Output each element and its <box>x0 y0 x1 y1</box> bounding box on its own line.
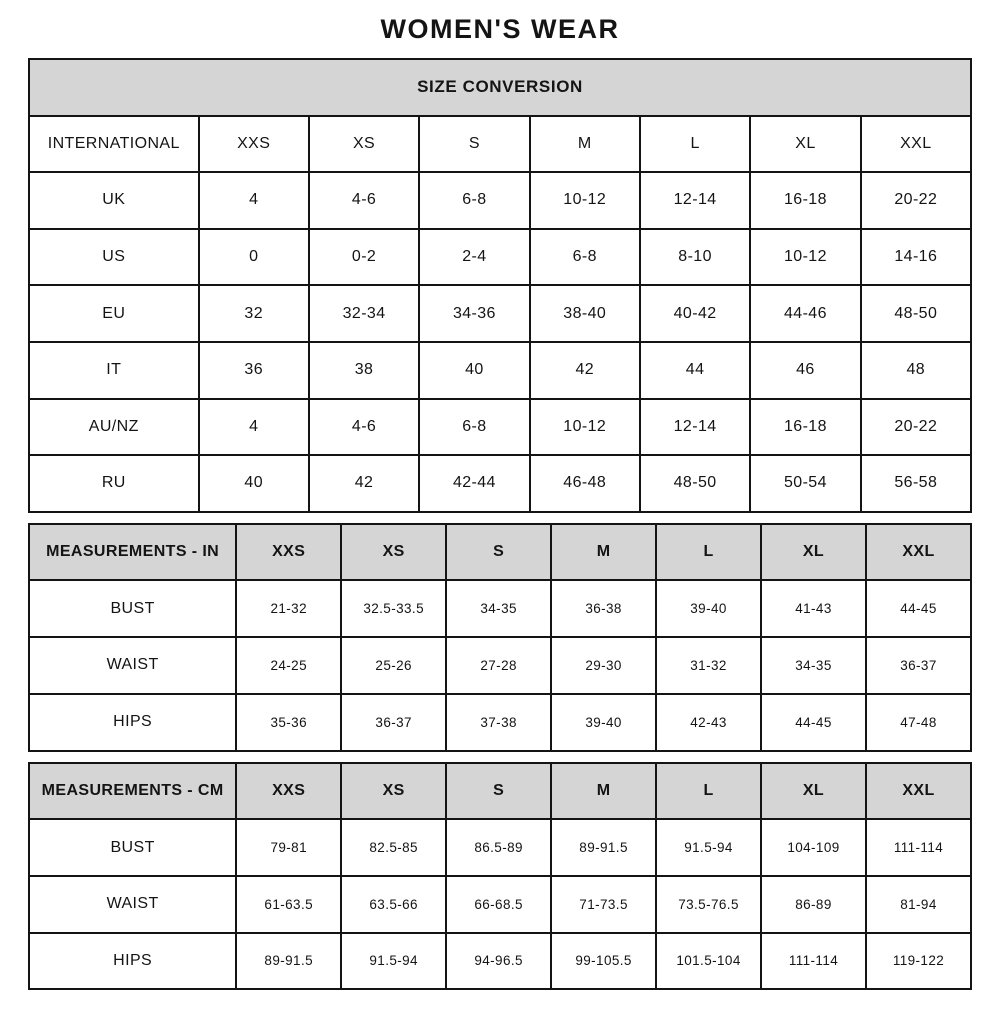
size-cell: 38 <box>309 342 419 399</box>
column-header-s: S <box>419 116 529 173</box>
table-row-waist-in <box>29 637 971 694</box>
size-cell: 16-18 <box>750 172 860 229</box>
size-cell: 4-6 <box>309 399 419 456</box>
table-row-bust-in <box>29 580 971 637</box>
measurement-cell: 39-40 <box>656 580 761 637</box>
table-row-uk <box>29 172 971 229</box>
column-header-m: M <box>530 116 640 173</box>
page-title: WOMEN'S WEAR <box>380 14 620 44</box>
size-cell: 10-12 <box>530 172 640 229</box>
column-header-international: INTERNATIONAL <box>29 116 199 173</box>
measurement-cell: 36-37 <box>341 694 446 751</box>
measurement-cell: 99-105.5 <box>551 933 656 990</box>
column-header-s: S <box>446 524 551 581</box>
column-header-xs: XS <box>309 116 419 173</box>
measurement-cell: 86.5-89 <box>446 819 551 876</box>
measurement-cell: 42-43 <box>656 694 761 751</box>
size-cell: 32 <box>199 285 309 342</box>
size-cell: 40 <box>419 342 529 399</box>
size-conversion-title-row <box>29 59 971 116</box>
measurement-cell: 111-114 <box>866 819 971 876</box>
measurements-in-header-row <box>29 524 971 581</box>
row-label-waist: WAIST <box>29 876 236 933</box>
size-cell: 50-54 <box>750 455 860 512</box>
measurements-cm-title: MEASUREMENTS - CM <box>29 763 236 820</box>
size-cell: 36 <box>199 342 309 399</box>
size-cell: 4-6 <box>309 172 419 229</box>
table-row-ru <box>29 455 971 512</box>
measurement-cell: 34-35 <box>761 637 866 694</box>
size-cell: 42 <box>309 455 419 512</box>
measurement-cell: 104-109 <box>761 819 866 876</box>
size-cell: 44-46 <box>750 285 860 342</box>
measurement-cell: 36-38 <box>551 580 656 637</box>
size-cell: 46 <box>750 342 860 399</box>
row-label-bust: BUST <box>29 580 236 637</box>
size-cell: 44 <box>640 342 750 399</box>
measurement-cell: 101.5-104 <box>656 933 761 990</box>
size-cell: 14-16 <box>861 229 971 286</box>
measurement-cell: 32.5-33.5 <box>341 580 446 637</box>
row-label-hips: HIPS <box>29 933 236 990</box>
measurement-cell: 47-48 <box>866 694 971 751</box>
size-cell: 6-8 <box>419 399 529 456</box>
measurement-cell: 44-45 <box>761 694 866 751</box>
size-cell: 0-2 <box>309 229 419 286</box>
measurement-cell: 94-96.5 <box>446 933 551 990</box>
measurement-cell: 91.5-94 <box>341 933 446 990</box>
measurement-cell: 63.5-66 <box>341 876 446 933</box>
measurements-cm-header-row <box>29 763 971 820</box>
measurement-cell: 61-63.5 <box>236 876 341 933</box>
size-cell: 12-14 <box>640 172 750 229</box>
table-row-aunz <box>29 399 971 456</box>
measurement-cell: 81-94 <box>866 876 971 933</box>
size-cell: 4 <box>199 399 309 456</box>
table-row-it <box>29 342 971 399</box>
row-label-hips: HIPS <box>29 694 236 751</box>
row-label-eu: EU <box>29 285 199 342</box>
row-label-us: US <box>29 229 199 286</box>
size-conversion-table <box>28 58 972 513</box>
measurement-cell: 27-28 <box>446 637 551 694</box>
table-row-hips-cm <box>29 933 971 990</box>
row-label-bust: BUST <box>29 819 236 876</box>
column-header-xxl: XXL <box>861 116 971 173</box>
column-header-l: L <box>656 763 761 820</box>
size-cell: 56-58 <box>861 455 971 512</box>
measurement-cell: 86-89 <box>761 876 866 933</box>
row-label-it: IT <box>29 342 199 399</box>
measurement-cell: 36-37 <box>866 637 971 694</box>
size-cell: 4 <box>199 172 309 229</box>
size-cell: 48 <box>861 342 971 399</box>
row-label-aunz: AU/NZ <box>29 399 199 456</box>
size-conversion-header-row <box>29 116 971 173</box>
measurements-in-title: MEASUREMENTS - IN <box>29 524 236 581</box>
measurements-cm-table <box>28 762 972 991</box>
measurement-cell: 24-25 <box>236 637 341 694</box>
size-cell: 42-44 <box>419 455 529 512</box>
column-header-xl: XL <box>761 763 866 820</box>
measurement-cell: 91.5-94 <box>656 819 761 876</box>
table-row-bust-cm <box>29 819 971 876</box>
size-cell: 10-12 <box>750 229 860 286</box>
table-row-us <box>29 229 971 286</box>
column-header-xxl: XXL <box>866 524 971 581</box>
size-cell: 16-18 <box>750 399 860 456</box>
size-cell: 46-48 <box>530 455 640 512</box>
size-cell: 32-34 <box>309 285 419 342</box>
size-cell: 8-10 <box>640 229 750 286</box>
measurement-cell: 39-40 <box>551 694 656 751</box>
column-header-xxl: XXL <box>866 763 971 820</box>
size-chart-page <box>0 14 1000 1014</box>
table-row-hips-in <box>29 694 971 751</box>
size-cell: 20-22 <box>861 399 971 456</box>
measurement-cell: 82.5-85 <box>341 819 446 876</box>
size-cell: 2-4 <box>419 229 529 286</box>
measurement-cell: 41-43 <box>761 580 866 637</box>
measurement-cell: 111-114 <box>761 933 866 990</box>
table-row-eu <box>29 285 971 342</box>
measurement-cell: 25-26 <box>341 637 446 694</box>
measurement-cell: 29-30 <box>551 637 656 694</box>
measurement-cell: 71-73.5 <box>551 876 656 933</box>
size-cell: 34-36 <box>419 285 529 342</box>
column-header-xl: XL <box>761 524 866 581</box>
column-header-s: S <box>446 763 551 820</box>
column-header-l: L <box>656 524 761 581</box>
measurement-cell: 31-32 <box>656 637 761 694</box>
measurement-cell: 73.5-76.5 <box>656 876 761 933</box>
row-label-waist: WAIST <box>29 637 236 694</box>
measurement-cell: 79-81 <box>236 819 341 876</box>
column-header-xxs: XXS <box>199 116 309 173</box>
size-cell: 40 <box>199 455 309 512</box>
measurement-cell: 37-38 <box>446 694 551 751</box>
table-row-waist-cm <box>29 876 971 933</box>
column-header-xxs: XXS <box>236 763 341 820</box>
column-header-xxs: XXS <box>236 524 341 581</box>
measurement-cell: 89-91.5 <box>236 933 341 990</box>
column-header-xl: XL <box>750 116 860 173</box>
size-cell: 6-8 <box>530 229 640 286</box>
column-header-m: M <box>551 763 656 820</box>
size-cell: 12-14 <box>640 399 750 456</box>
size-cell: 42 <box>530 342 640 399</box>
size-cell: 0 <box>199 229 309 286</box>
measurement-cell: 44-45 <box>866 580 971 637</box>
measurement-cell: 21-32 <box>236 580 341 637</box>
row-label-uk: UK <box>29 172 199 229</box>
column-header-l: L <box>640 116 750 173</box>
size-cell: 10-12 <box>530 399 640 456</box>
size-cell: 38-40 <box>530 285 640 342</box>
size-cell: 48-50 <box>861 285 971 342</box>
size-cell: 20-22 <box>861 172 971 229</box>
size-conversion-title: SIZE CONVERSION <box>29 59 971 116</box>
measurements-in-table <box>28 523 972 752</box>
size-cell: 40-42 <box>640 285 750 342</box>
measurement-cell: 89-91.5 <box>551 819 656 876</box>
row-label-ru: RU <box>29 455 199 512</box>
column-header-xs: XS <box>341 524 446 581</box>
measurement-cell: 34-35 <box>446 580 551 637</box>
measurement-cell: 35-36 <box>236 694 341 751</box>
column-header-xs: XS <box>341 763 446 820</box>
measurement-cell: 119-122 <box>866 933 971 990</box>
size-cell: 6-8 <box>419 172 529 229</box>
size-cell: 48-50 <box>640 455 750 512</box>
measurement-cell: 66-68.5 <box>446 876 551 933</box>
column-header-m: M <box>551 524 656 581</box>
